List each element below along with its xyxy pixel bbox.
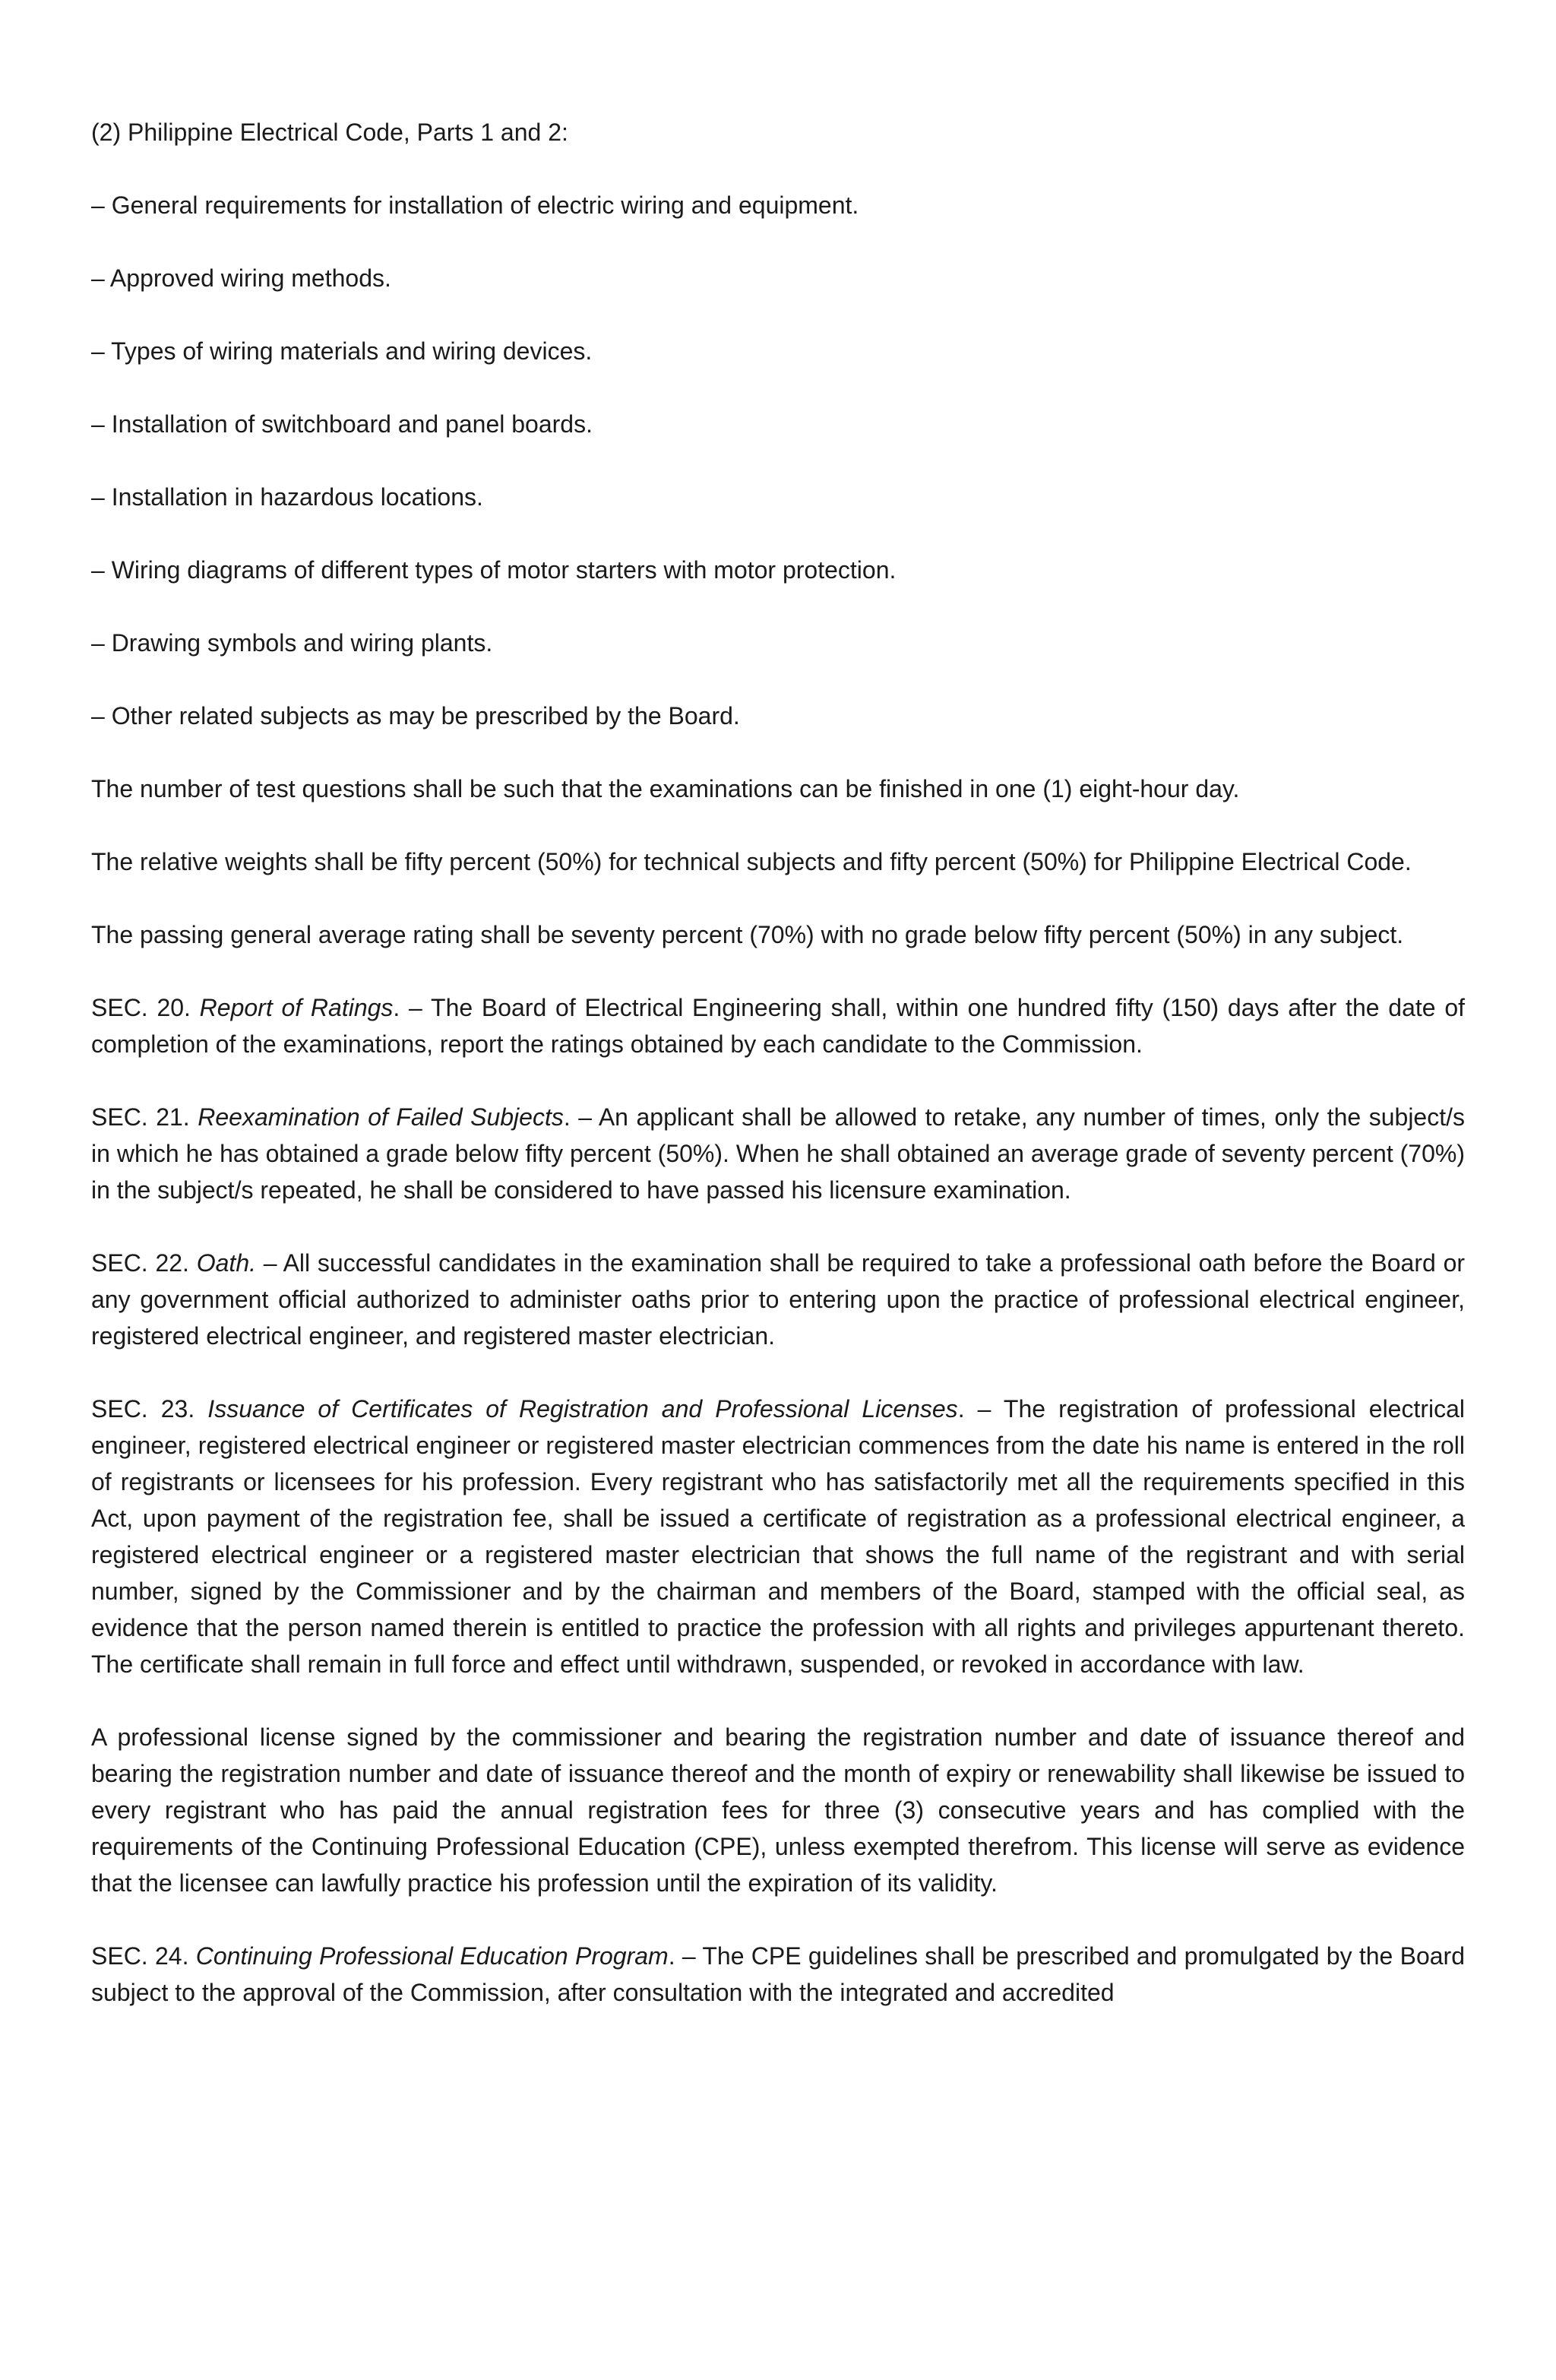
section-22 [91,1245,1465,1354]
list-item: – Wiring diagrams of different types of motor starters with motor protection. [91,556,897,584]
list-item: – Approved wiring methods. [91,264,391,292]
section-title: Report of Ratings [199,994,394,1021]
section-24 [91,1938,1465,2011]
list-item: – General requirements for installation of electric wiring and equipment. [91,191,859,219]
section-20 [91,989,1465,1062]
section-title: Continuing Professional Education Program [195,1942,669,1970]
paragraph-passing-rating: The passing general average rating shall be seventy percent (70%) with no grade below fifty percent (50%) in any subject. [91,921,1404,948]
section-number: SEC. 24. [91,1942,189,1970]
section-title: Reexamination of Failed Subjects [198,1103,564,1131]
document-page [91,114,1465,2047]
section-body: – All successful candidates in the examination shall be required to take a professional oath before the Board or any government official authorized to administer oaths prior to entering upon the practice of professional electrical engineer, registered electrical engineer, and registered master electrician. [91,1249,1466,1350]
section-number: SEC. 23. [91,1395,195,1423]
list-item: – Other related subjects as may be prescribed by the Board. [91,702,740,730]
section-21 [91,1099,1465,1208]
list-item: – Installation of switchboard and panel boards. [91,410,593,438]
section-23 [91,1391,1465,1682]
paragraph-professional-license: A professional license signed by the commissioner and bearing the registration number and date of issuance thereof and bearing the registration number and date of issuance thereof and the month of expiry or renewability shall likewise be issued to every registrant who has paid the annual registration fees for three (3) consecutive years and has complied with the requirements of the Continuing Professional Education (CPE), unless exempted therefrom. This license will serve as evidence that the licensee can lawfully practice his profession until the expiration of its validity. [91,1723,1465,1897]
list-item: – Installation in hazardous locations. [91,483,483,511]
section-number: SEC. 22. [91,1249,189,1277]
paragraph-test-questions: The number of test questions shall be such that the examinations can be finished in one (1) eight-hour day. [91,775,1240,802]
section-body: . – An applicant shall be allowed to retake, any number of times, only the subject/s in which he has obtained a grade below fifty percent (50%). When he shall obtained an average grade of seventy percent (70%) in the subject/s repeated, he shall be considered to have passed his licensure examination. [91,1103,1466,1204]
section-body: . – The registration of professional electrical engineer, registered electrical engineer or registered master electrician commences from the date his name is entered in the roll of registrants or licensees for his profession. Every registrant who has satisfactorily met all the requirements specified in this Act, upon payment of the registration fee, shall be issued a certificate of registration as a professional electrical engineer, a registered electrical engineer or a registered master electrician that shows the full name of the registrant and with serial number, signed by the Commissioner and by the chairman and members of the Board, stamped with the official seal, as evidence that the person named therein is entitled to practice the profession with all rights and privileges appurtenant thereto. The certificate shall remain in full force and effect until withdrawn, suspended, or revoked in accordance with law. [91,1395,1466,1678]
section-title: Issuance of Certificates of Registration and Professional Licenses [207,1395,958,1423]
subject-list [91,187,1465,734]
section-body: . – The Board of Electrical Engineering shall, within one hundred fifty (150) days after the date of completion of the examinations, report the ratings obtained by each candidate to the Commission. [91,994,1465,1058]
section-number: SEC. 20. [91,994,191,1021]
list-item: – Drawing symbols and wiring plants. [91,629,493,657]
list-item: – Types of wiring materials and wiring devices. [91,337,593,365]
section-title: Oath. [196,1249,256,1277]
paragraph-relative-weights: The relative weights shall be fifty percent (50%) for technical subjects and fifty percent (50%) for Philippine Electrical Code. [91,848,1412,875]
subject-heading: (2) Philippine Electrical Code, Parts 1 and 2: [91,119,568,146]
section-number: SEC. 21. [91,1103,190,1131]
section-body: . – The CPE guidelines shall be prescribed and promulgated by the Board subject to the approval of the Commission, after consultation with the integrated and accredited [91,1942,1465,2006]
